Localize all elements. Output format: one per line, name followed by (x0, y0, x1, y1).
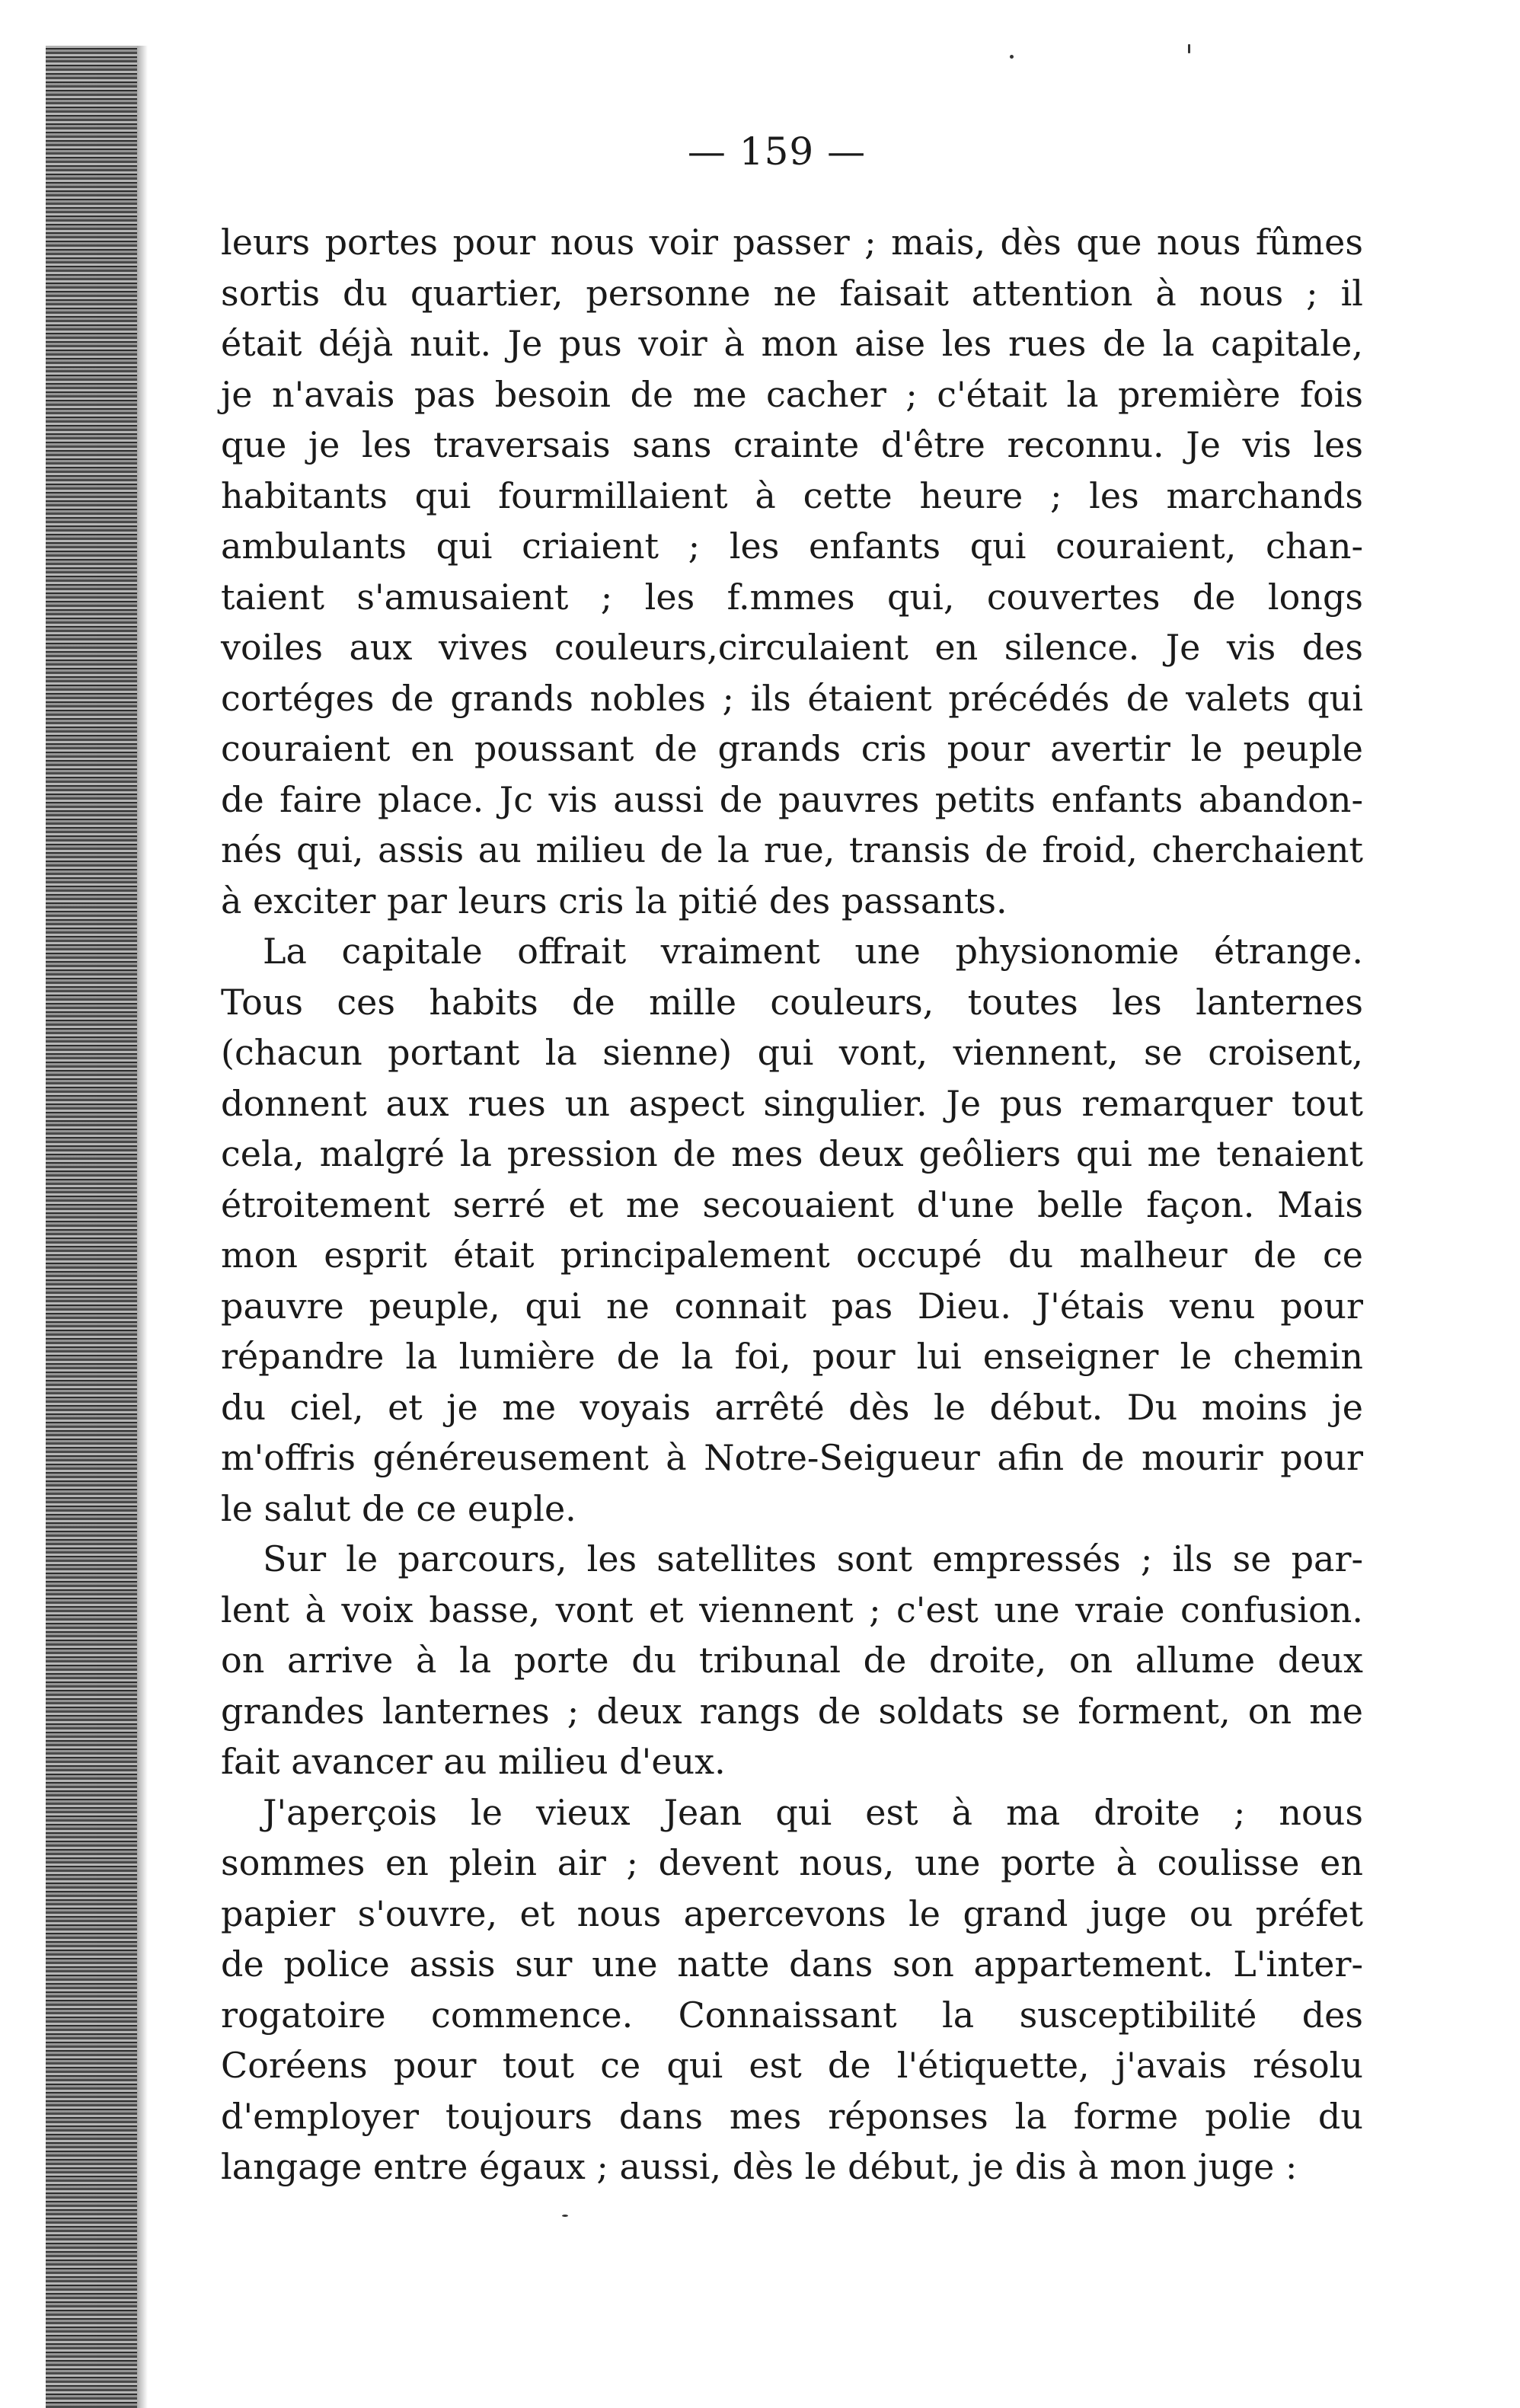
text-line: répandre la lumière de la foi, pour lui enseigner le chemin (221, 1336, 1363, 1377)
text-line: Sur le parcours, les satellites sont empressés ; ils se par- (263, 1538, 1363, 1579)
text-line: rogatoire commence. Connaissant la susceptibilité des (221, 1994, 1363, 2036)
text-line: cortéges de grands nobles ; ils étaient précédés de valets qui (221, 677, 1363, 719)
paragraph (221, 926, 1363, 1534)
paragraph (221, 1787, 1363, 2192)
text-line: à exciter par leurs cris la pitié des passants. (221, 880, 1007, 921)
text-line: voiles aux vives couleurs,circulaient en silence. Je vis des (221, 627, 1363, 668)
text-line: (chacun portant la sienne) qui vont, viennent, se croisent, (221, 1032, 1363, 1073)
text-line: m'offris généreusement à Notre-Seigueur afin de mourir pour (221, 1437, 1363, 1478)
text-line: donnent aux rues un aspect singulier. Je pus remarquer tout (221, 1082, 1363, 1124)
body-text (221, 217, 1363, 2192)
text-line: papier s'ouvre, et nous apercevons le grand juge ou préfet (221, 1892, 1363, 1934)
ink-speck (1010, 55, 1014, 59)
text-line: ambulants qui criaient ; les enfants qui couraient, chan- (221, 525, 1363, 567)
page-number: — 159 — (687, 129, 867, 174)
text-line: sortis du quartier, personne ne faisait attention à nous ; il (221, 272, 1363, 314)
paragraph (221, 1534, 1363, 1787)
text-line: de faire place. Jc vis aussi de pauvres petits enfants abandon- (221, 778, 1363, 820)
text-line: Tous ces habits de mille couleurs, toutes les lanternes (221, 981, 1363, 1023)
text-line: pauvre peuple, qui ne connait pas Dieu. J'étais venu pour (221, 1285, 1363, 1327)
text-line: Coréens pour tout ce qui est de l'étiquette, j'avais résolu (221, 2045, 1363, 2086)
text-line: lent à voix basse, vont et viennent ; c'est une vraie confusion. (221, 1589, 1363, 1630)
text-line: du ciel, et je me voyais arrêté dès le début. Du moins je (221, 1386, 1363, 1428)
text-line: grandes lanternes ; deux rangs de soldats se forment, on me (221, 1690, 1363, 1732)
text-line: de police assis sur une natte dans son appartement. L'inter- (221, 1943, 1363, 1985)
text-line: taient s'amusaient ; les f.mmes qui, couvertes de longs (221, 576, 1363, 618)
text-line: fait avancer au milieu d'eux. (221, 1741, 726, 1782)
text-line: La capitale offrait vraiment une physionomie étrange. (263, 931, 1363, 972)
paragraph (221, 217, 1363, 926)
text-line: le salut de ce euple. (221, 1487, 576, 1529)
text-line: sommes en plein air ; devent nous, une porte à coulisse en (221, 1842, 1363, 1883)
text-line: mon esprit était principalement occupé du malheur de ce (221, 1234, 1363, 1276)
text-line: J'aperçois le vieux Jean qui est à ma droite ; nous (263, 1791, 1363, 1833)
text-line: habitants qui fourmillaient à cette heure ; les marchands (221, 474, 1363, 516)
text-line: d'employer toujours dans mes réponses la forme polie du (221, 2095, 1363, 2137)
ink-speck (1188, 44, 1190, 53)
text-line: nés qui, assis au milieu de la rue, transis de froid, cherchaient (221, 829, 1363, 870)
text-line: langage entre égaux ; aussi, dès le début, je dis à mon juge : (221, 2146, 1298, 2187)
text-line: je n'avais pas besoin de me cacher ; c'était la première fois (221, 373, 1363, 415)
text-line: on arrive à la porte du tribunal de droite, on allume deux (221, 1640, 1363, 1681)
book-binding-edge (46, 46, 137, 2408)
text-line: cela, malgré la pression de mes deux geôliers qui me tenaient (221, 1133, 1363, 1174)
ink-speck (562, 2215, 568, 2217)
text-line: étroitement serré et me secouaient d'une belle façon. Mais (221, 1183, 1363, 1225)
text-line: était déjà nuit. Je pus voir à mon aise les rues de la capitale, (221, 323, 1363, 364)
text-line: leurs portes pour nous voir passer ; mais, dès que nous fûmes (221, 222, 1363, 263)
text-line: couraient en poussant de grands cris pour avertir le peuple (221, 728, 1363, 769)
text-line: que je les traversais sans crainte d'être reconnu. Je vis les (221, 424, 1363, 465)
